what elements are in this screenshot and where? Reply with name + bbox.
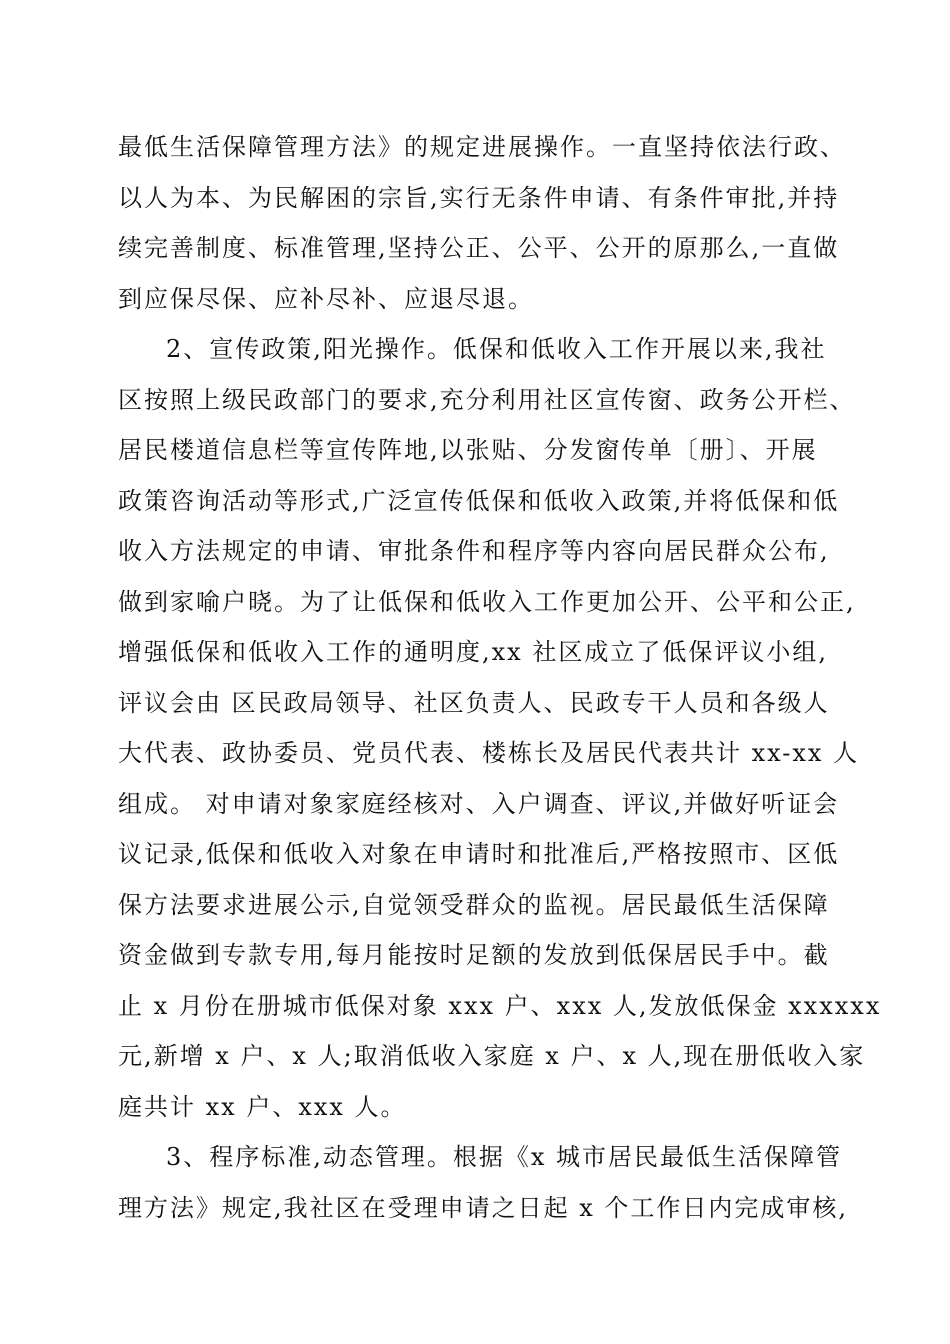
text-line: 做到家喻户晓。为了让低保和低收入工作更加公开、公平和公正, (118, 587, 856, 616)
body-text (118, 122, 882, 1233)
text-line: 收入方法规定的申请、审批条件和程序等内容向居民群众公布, (118, 537, 830, 565)
text-line: 大代表、政协委员、党员代表、楼栋长及居民代表共计 xx-xx 人 (118, 739, 860, 767)
text-line: 区按照上级民政部门的要求,充分利用社区宣传窗、政务公开栏、 (118, 385, 856, 414)
text-line: 居民楼道信息栏等宣传阵地,以张贴、分发窗传单〔册〕、开展 (118, 436, 818, 464)
text-line: 最低生活保障管理方法》的规定进展操作。一直坚持依法行政、 (118, 133, 846, 161)
text-line: 以人为本、为民解困的宗旨,实行无条件申请、有条件审批,并持 (118, 183, 840, 212)
text-line: 理方法》规定,我社区在受理申请之日起 x 个工作日内完成审核, (118, 1193, 849, 1222)
text-line: 增强低保和低收入工作的通明度,xx 社区成立了低保评议小组, (118, 638, 828, 666)
text-line: 庭共计 xx 户、xxx 人。 (118, 1092, 407, 1121)
text-line: 到应保尽保、应补尽补、应退尽退。 (118, 284, 534, 313)
text-line: 元,新增 x 户、x 人;取消低收入家庭 x 户、x 人,现在册低收入家 (118, 1042, 866, 1070)
paragraph-3-start: 3、程序标准,动态管理。根据《x 城市居民最低生活保障管 (166, 1143, 843, 1171)
text-line: 组成。 对申请对象家庭经核对、入户调查、评议,并做好听证会 (118, 789, 840, 818)
text-line: 议记录,低保和低收入对象在申请时和批准后,严格按照市、区低 (118, 840, 840, 868)
text-line: 评议会由 区民政局领导、社区负责人、民政专干人员和各级人 (118, 688, 830, 717)
text-line: 资金做到专款专用,每月能按时足额的发放到低保居民手中。截 (118, 941, 830, 969)
paragraph-2-start: 2、宣传政策,阳光操作。低保和低收入工作开展以来,我社 (166, 335, 827, 363)
text-line: 政策咨询活动等形式,广泛宣传低保和低收入政策,并将低保和低 (118, 486, 840, 515)
text-line: 续完善制度、标准管理,坚持公正、公平、公开的原那么,一直做 (118, 234, 840, 262)
text-line: 止 x 月份在册城市低保对象 xxx 户、xxx 人,发放低保金 xxxxxx (118, 991, 882, 1020)
text-line: 保方法要求进展公示,自觉领受群众的监视。居民最低生活保障 (118, 890, 830, 919)
